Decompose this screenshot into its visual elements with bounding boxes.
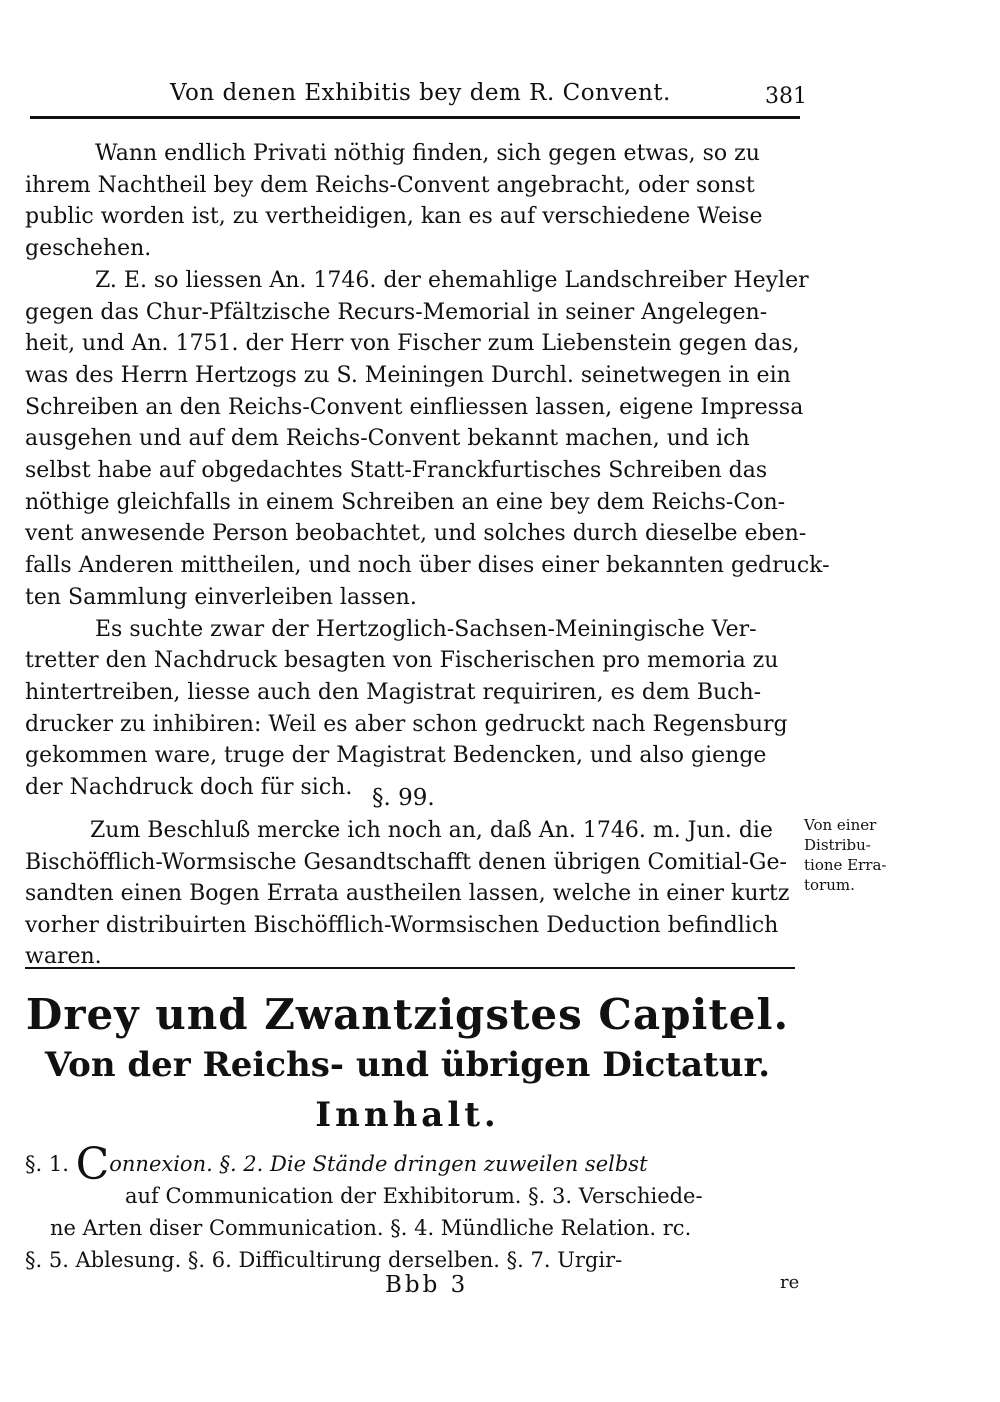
text-line: ihrem Nachtheil bey dem Reichs-Convent angebracht, oder sonst [25,172,755,198]
text-line: gekommen ware, truge der Magistrat Bedencken, und also gienge [25,743,767,769]
text-line: hintertreiben, liesse auch den Magistrat requiriren, es dem Buch- [25,679,762,705]
contents-line: auf Communication der Exhibitorum. §. 3. Verschiede- [125,1184,703,1208]
contents-heading: Innhalt. [315,1095,500,1135]
text-line: nöthige gleichfalls in einem Schreiben an eine bey dem Reichs-Con- [25,489,786,515]
main-text [25,138,830,804]
text-line: der Nachdruck doch für sich. [25,775,353,801]
text-line: tretter den Nachdruck besagten von Fischerischen pro memoria zu [25,648,779,674]
marginal-note [804,815,914,895]
section-mark: §. 99. [372,785,435,811]
text-line: gegen das Chur-Pfältzische Recurs-Memorial in seiner Angelegen- [25,299,768,325]
drop-initial: C [75,1139,110,1190]
marginal-line: tione Erra- [804,856,887,874]
contents-line: §. 5. Ablesung. §. 6. Difficultirung derselben. §. 7. Urgir- [25,1248,623,1272]
running-head: Von denen Exhibitis bey dem R. Convent. [170,80,671,106]
marginal-line: torum. [804,876,855,894]
text-line: selbst habe auf obgedachtes Statt-Franckfurtisches Schreiben das [25,458,768,484]
section-99-text [25,815,800,973]
contents-section-number: §. 1. [25,1152,69,1176]
chapter-contents [25,1139,810,1276]
marginal-line: Distribu- [804,836,871,854]
text-line: Schreiben an den Reichs-Convent einfliessen lassen, eigene Impressa [25,394,804,420]
text-line: was des Herrn Hertzogs zu S. Meiningen Durchl. seinetwegen in ein [25,362,791,388]
catchword: re [780,1272,800,1293]
chapter-subtitle: Von der Reichs- und übrigen Dictatur. [44,1045,771,1085]
text-line: Bischöfflich-Wormsische Gesandtschafft denen übrigen Comitial-Ge- [25,849,787,875]
text-line: heit, und An. 1751. der Herr von Fischer zum Liebenstein gegen das, [25,331,800,357]
text-line: ausgehen und auf dem Reichs-Convent bekannt machen, und ich [25,426,750,452]
marginal-line: Von einer [804,816,877,834]
text-line: sandten einen Bogen Errata austheilen lassen, welche in einer kurtz [25,881,790,906]
text-line: Wann endlich Privati nöthig finden, sich gegen etwas, so zu [95,141,760,166]
header-rule [30,116,800,119]
text-line: drucker zu inhibiren: Weil es aber schon gedruckt nach Regensburg [25,711,788,737]
text-line: vent anwesende Person beobachtet, und solches durch dieselbe eben- [25,521,807,547]
contents-text: onnexion. §. 2. Die Stände dringen zuweilen selbst [109,1152,648,1176]
text-line: vorher distribuirten Bischöfflich-Wormsischen Deduction befindlich [25,912,779,938]
text-line: Z. E. so liessen An. 1746. der ehemahlige Landschreiber Heyler [95,267,809,293]
text-line: public worden ist, zu vertheidigen, kan es auf verschiedene Weise [25,204,763,230]
contents-line: ne Arten diser Communication. §. 4. Mündliche Relation. rc. [50,1216,692,1240]
text-line: ten Sammlung einverleiben lassen. [25,584,417,610]
text-line: Zum Beschluß mercke ich noch an, daß An. 1746. m. Jun. die [90,818,773,843]
contents-line [25,1139,810,1190]
chapter-divider-rule [25,967,795,969]
page-number: 381 [765,84,807,109]
text-line: waren. [25,944,102,969]
text-line: falls Anderen mittheilen, und noch über dises einer bekannten gedruck- [25,553,830,579]
text-line: geschehen. [25,236,152,262]
text-line: Es suchte zwar der Hertzoglich-Sachsen-Meiningische Ver- [95,616,757,642]
chapter-title: Drey und Zwantzigstes Capitel. [25,990,790,1039]
signature-mark: Bbb 3 [385,1272,469,1298]
